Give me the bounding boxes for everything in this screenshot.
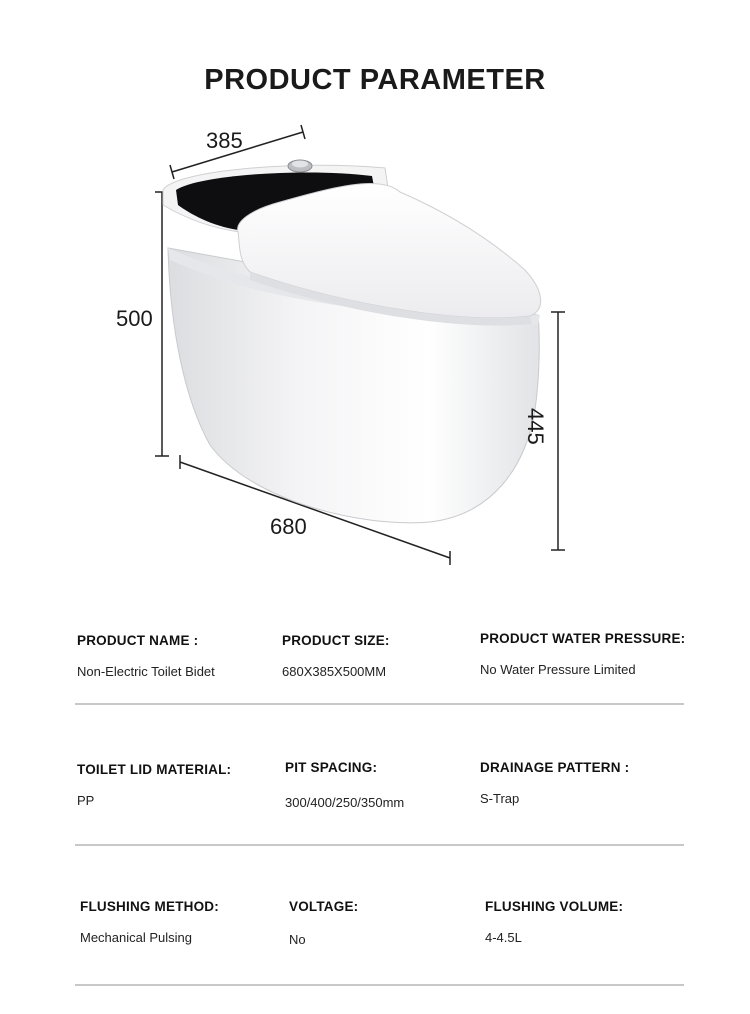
dimension-label-height: 500: [116, 306, 153, 331]
spec-product-size: [282, 633, 512, 679]
spec-flushing-volume: [485, 899, 715, 945]
spec-drainage-pattern: [480, 760, 710, 806]
spec-label: PIT SPACING:: [285, 760, 378, 775]
spec-value: S-Trap: [480, 791, 520, 806]
spec-value: No: [289, 932, 306, 947]
dimension-label-seat-height: 445: [523, 408, 548, 445]
spec-label: VOLTAGE:: [289, 899, 359, 914]
spec-value: Non-Electric Toilet Bidet: [77, 664, 215, 679]
spec-label: FLUSHING VOLUME:: [485, 899, 624, 914]
spec-value: 4-4.5L: [485, 930, 522, 945]
divider: [75, 703, 684, 705]
spec-lid-material: [77, 762, 307, 808]
spec-value: 300/400/250/350mm: [285, 795, 405, 810]
spec-value: PP: [77, 793, 95, 808]
spec-label: PRODUCT SIZE:: [282, 633, 390, 648]
dimension-line-500: [155, 192, 169, 456]
spec-flushing-method: [80, 899, 310, 945]
spec-product-name: [77, 633, 307, 679]
spec-label: PRODUCT WATER PRESSURE:: [480, 631, 686, 646]
dimension-line-445: [551, 312, 565, 550]
spec-label: DRAINAGE PATTERN :: [480, 760, 630, 775]
divider: [75, 844, 684, 846]
spec-value: No Water Pressure Limited: [480, 662, 636, 677]
toilet-illustration: [0, 110, 750, 580]
spec-label: PRODUCT NAME :: [77, 633, 199, 648]
dimension-label-width: 385: [206, 128, 243, 153]
spec-water-pressure: [480, 631, 720, 677]
spec-value: 680X385X500MM: [282, 664, 387, 679]
dimension-label-length: 680: [270, 514, 307, 539]
divider: [75, 984, 684, 986]
spec-label: TOILET LID MATERIAL:: [77, 762, 232, 777]
page-title: PRODUCT PARAMETER: [204, 64, 546, 96]
spec-value: Mechanical Pulsing: [80, 930, 193, 945]
spec-label: FLUSHING METHOD:: [80, 899, 219, 914]
